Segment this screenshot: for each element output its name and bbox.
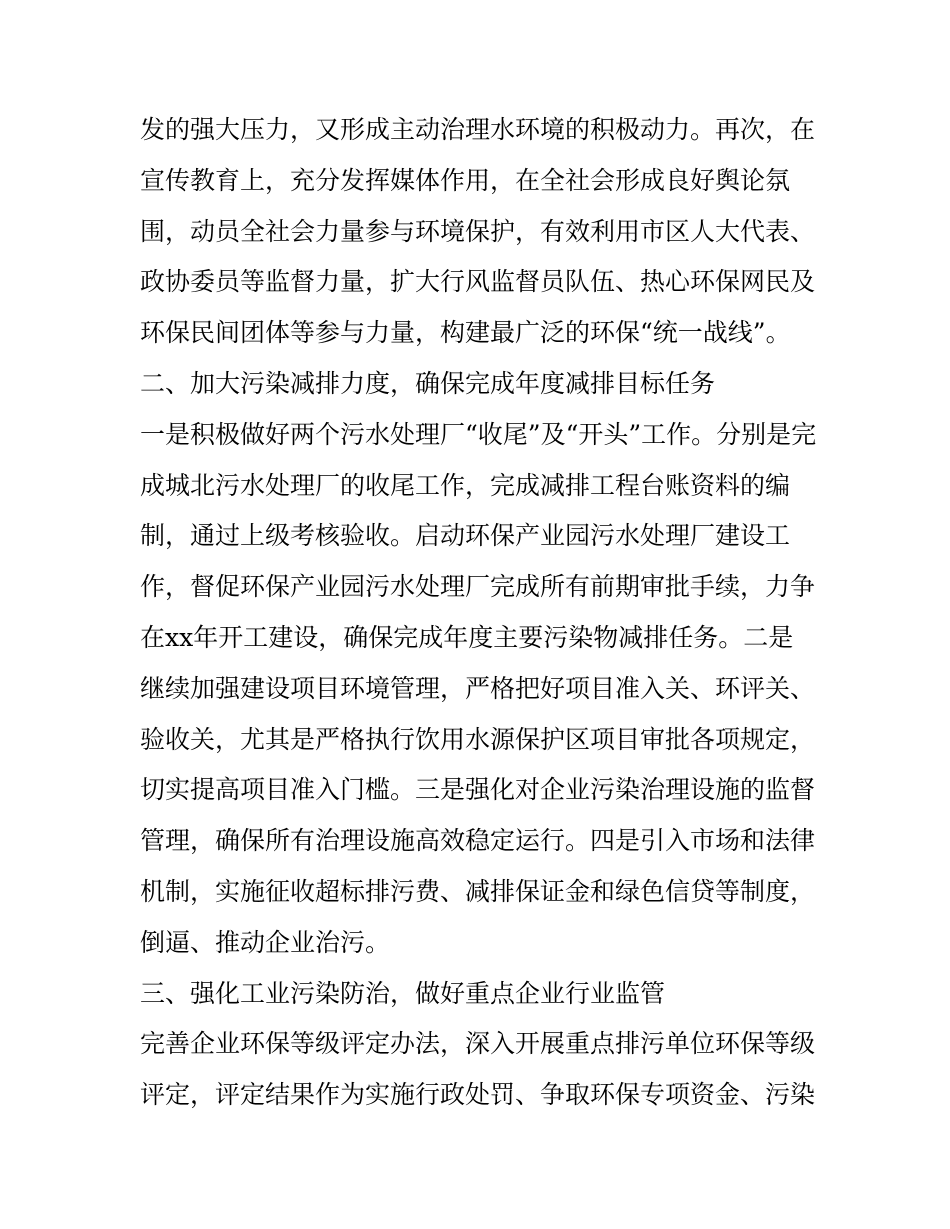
- text-line: 倒逼、推动企业治污。: [140, 927, 391, 957]
- text-line: 作，督促环保产业园污水处理厂完成所有前期审批手续，力争: [140, 572, 816, 602]
- text-line: 政协委员等监督力量，扩大行风监督员队伍、热心环保网民及: [140, 267, 816, 297]
- document-body: [140, 105, 820, 1121]
- text-line: 制，通过上级考核验收。启动环保产业园污水处理厂建设工: [140, 521, 791, 551]
- text-line: 环保民间团体等参与力量，构建最广泛的环保“统一战线”。: [140, 318, 791, 348]
- text-line: 完善企业环保等级评定办法，深入开展重点排污单位环保等级: [140, 1029, 816, 1059]
- text-line: 发的强大压力，又形成主动治理水环境的积极动力。再次，在: [140, 115, 816, 144]
- text-line: 继续加强建设项目环境管理，严格把好项目准入关、环评关、: [140, 673, 816, 703]
- text-line: 在xx年开工建设，确保完成年度主要污染物减排任务。二是: [140, 622, 794, 652]
- text-line: 一是积极做好两个污水处理厂“收尾”及“开头”工作。分别是完: [140, 419, 817, 449]
- text-line: 切实提高项目准入门槛。三是强化对企业污染治理设施的监督: [140, 775, 816, 805]
- text-line: 成城北污水处理厂的收尾工作，完成减排工程台账资料的编: [140, 470, 791, 500]
- text-line: 管理，确保所有治理设施高效稳定运行。四是引入市场和法律: [140, 826, 816, 856]
- text-line: 机制，实施征收超标排污费、减排保证金和绿色信贷等制度，: [140, 876, 816, 906]
- text-line: 宣传教育上，充分发挥媒体作用，在全社会形成良好舆论氛: [140, 165, 791, 195]
- text-line: 验收关，尤其是严格执行饮用水源保护区项目审批各项规定，: [140, 724, 816, 754]
- section-heading-2: 二、加大污染减排力度，确保完成年度减排目标任务: [140, 368, 716, 398]
- text-line: 评定，评定结果作为实施行政处罚、争取环保专项资金、污染: [140, 1080, 816, 1110]
- text-line: 围，动员全社会力量参与环境保护，有效利用市区人大代表、: [140, 216, 816, 246]
- section-heading-3: 三、强化工业污染防治，做好重点企业行业监管: [140, 978, 666, 1008]
